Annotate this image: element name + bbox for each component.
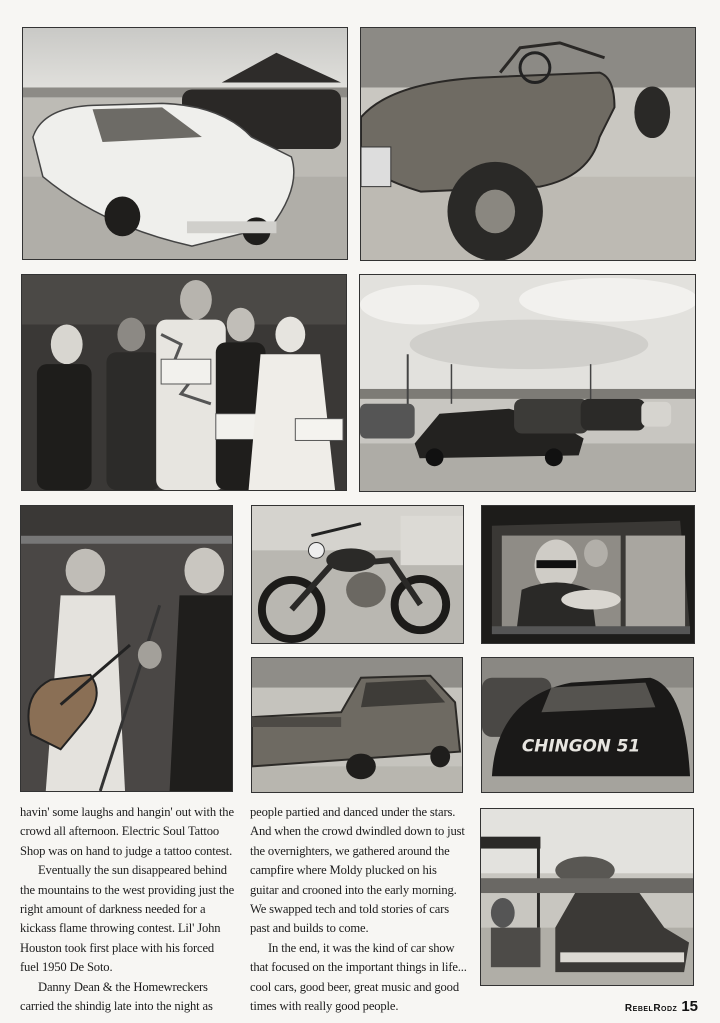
tattoo-contest-winners-photo bbox=[21, 274, 347, 491]
rusty-pickup-truck-photo bbox=[251, 657, 463, 793]
band-performing-photo bbox=[20, 505, 233, 792]
page-footer bbox=[625, 998, 698, 1015]
parked-cars-field-photo bbox=[359, 274, 696, 492]
article-paragraph: havin' some laughs and hangin' out with the crowd all afternoon. Electric Soul Tattoo Shop was on hand to judge a tattoo contest. bbox=[20, 805, 234, 858]
campsite-with-car-photo bbox=[480, 808, 694, 986]
article-paragraph: Danny Dean & the Homewreckers carried the shindig late into the night as bbox=[20, 979, 213, 1014]
black-custom-car-photo bbox=[481, 657, 694, 793]
hot-rod-roadster-photo bbox=[360, 27, 696, 261]
magazine-brand: RebelRodz bbox=[624, 1003, 678, 1014]
woman-in-car-window-photo bbox=[481, 505, 695, 644]
article-paragraph: In the end, it was the kind of car show that focused on the important things in life... cool cars, good beer, great music and good times with really good people. bbox=[250, 940, 467, 1014]
article-column-1 bbox=[20, 803, 236, 1016]
page-number: 15 bbox=[681, 998, 698, 1015]
vintage-motorcycle-photo bbox=[251, 505, 464, 644]
car-lettering: CHINGON 51 bbox=[521, 735, 641, 756]
article-paragraph: people partied and danced under the stars. And when the crowd dwindled down to just the overnighters, we gathered around the campfire where Moldy plucked on his guitar and crooned into the early morning. We swapped tech and told stories of cars past and builds to come. bbox=[250, 805, 465, 936]
article-column-2 bbox=[250, 803, 467, 1016]
classic-white-car-photo bbox=[22, 27, 348, 260]
article-paragraph: Eventually the sun disappeared behind the mountains to the west providing just the right amount of darkness needed for a kickass flame throwing contest. Lil' John Houston took first place with his forced fuel 1950 De Soto. bbox=[20, 863, 235, 975]
